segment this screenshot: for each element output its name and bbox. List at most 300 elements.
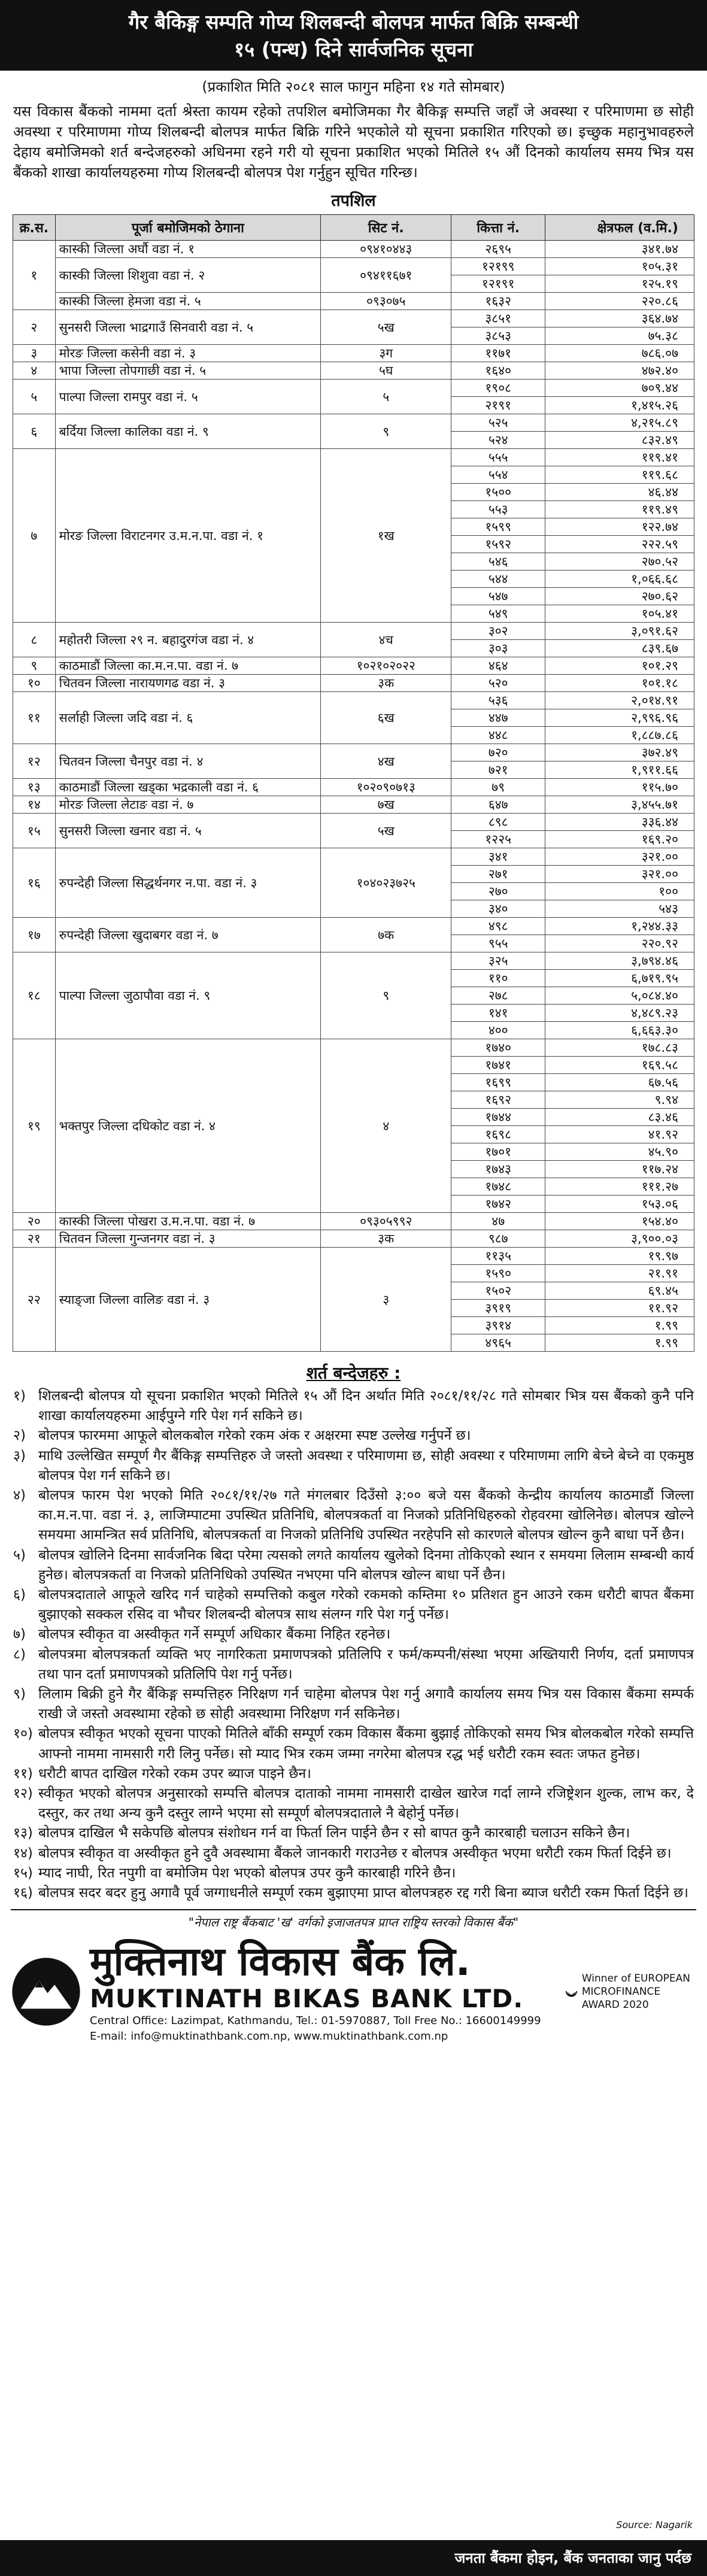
serial-cell: १७ — [13, 918, 56, 952]
table-row — [13, 380, 694, 397]
serial-cell: ६ — [13, 414, 56, 449]
table-row — [13, 1213, 694, 1230]
sheet-cell: १०४०२३७२५ — [321, 848, 451, 918]
area-cell: १,४१५.२६ — [545, 397, 694, 414]
area-cell: ३७२.४९ — [545, 744, 694, 761]
kitta-cell: ५४७ — [451, 588, 545, 605]
area-cell: १२५.१९ — [545, 275, 694, 293]
kitta-cell: १४१ — [451, 1005, 545, 1022]
bank-contact: E-mail: info@muktinathbank.com.np, www.muktinathbank.com.np — [90, 2030, 448, 2043]
area-cell: ४,२१५.८९ — [545, 414, 694, 432]
kitta-cell: २७१ — [451, 866, 545, 883]
bank-logo-icon — [11, 1956, 81, 2027]
conditions-list — [0, 1386, 707, 1903]
serial-cell: १९ — [13, 1039, 56, 1213]
header-address: पूर्जा बमोजिमको ठेगाना — [55, 215, 321, 241]
table-row — [13, 692, 694, 709]
kitta-cell: १७४८ — [451, 1178, 545, 1196]
serial-cell: २० — [13, 1213, 56, 1230]
condition-number: ५) — [13, 1547, 26, 1563]
area-cell: १५४.४० — [545, 1213, 694, 1230]
kitta-cell: ५२४ — [451, 432, 545, 449]
address-cell: कास्की जिल्ला पोखरा उ.म.न.पा. वडा नं. ७ — [55, 1213, 321, 1230]
area-cell: २,०१४.९१ — [545, 692, 694, 709]
condition-item — [13, 1486, 694, 1546]
area-cell: २७०.६२ — [545, 588, 694, 605]
sheet-cell: ६ख — [321, 692, 451, 744]
area-cell: ८३२.४९ — [545, 432, 694, 449]
area-cell: ८३.४६ — [545, 1109, 694, 1126]
kitta-cell: ३८५३ — [451, 327, 545, 345]
address-cell: भक्तपुर जिल्ला दधिकोट वडा नं. ४ — [55, 1039, 321, 1213]
publish-date: (प्रकाशित मिति २०८१ साल फागुन महिना १४ गते सोमबार) — [202, 78, 505, 95]
area-cell: १०१.१८ — [545, 675, 694, 692]
address-cell: कास्की जिल्ला हेमजा वडा नं. ५ — [55, 293, 321, 310]
sheet-cell: १०२०९०७१३ — [321, 779, 451, 796]
kitta-cell: ४९६५ — [451, 1334, 545, 1352]
bank-name-nepali: मुक्तिनाथ विकास बैंक लि. — [90, 1938, 471, 1985]
bank-tagline: "नेपाल राष्ट्र बैंकबाट 'ख' वर्गको इजाजतपत्र प्राप्त राष्ट्रिय स्तरको विकास बैंक" — [188, 1915, 519, 1930]
area-cell: २,९९६.९६ — [545, 709, 694, 727]
condition-text: शिलबन्दी बोलपत्र यो सूचना प्रकाशित भएको मितिले १५ औं दिन अर्थात मिति २०८१/११/२८ गते सोमबार भित्र यस बैंकको कुनै पनि शाखा कार्यालयहरुमा आईपुग्ने गरि पेश गर्न सकिने छ। — [38, 1388, 694, 1424]
award-icon — [565, 1972, 578, 2010]
kitta-cell: ६४७ — [451, 796, 545, 814]
kitta-cell: १५०२ — [451, 1282, 545, 1300]
kitta-cell: ३४० — [451, 900, 545, 918]
kitta-cell: २१९१ — [451, 397, 545, 414]
kitta-cell: ३२५ — [451, 952, 545, 970]
bank-footer — [0, 1932, 707, 2049]
condition-item — [13, 1645, 694, 1685]
kitta-cell: १६३२ — [451, 293, 545, 310]
address-cell: पाल्पा जिल्ला जुठापौवा वडा नं. ९ — [55, 952, 321, 1039]
notice-title: गैर बैकिङ्ग सम्पति गोप्य शिलबन्दी बोलपत्र मार्फत बिक्रि सम्बन्धी — [128, 10, 579, 34]
condition-item — [13, 1426, 694, 1446]
kitta-cell: १५९० — [451, 1265, 545, 1282]
kitta-cell: ११० — [451, 970, 545, 987]
serial-cell: १८ — [13, 952, 56, 1039]
area-cell: ४७२.४० — [545, 362, 694, 380]
area-cell: ७५.३८ — [545, 327, 694, 345]
header-area: क्षेत्रफल (व.मि.) — [545, 215, 694, 241]
kitta-cell: ५३६ — [451, 692, 545, 709]
kitta-cell: ५४४ — [451, 571, 545, 588]
kitta-cell: ११७१ — [451, 345, 545, 362]
area-cell: १६९.५८ — [545, 1057, 694, 1074]
sheet-cell: ०९३०५९९२ — [321, 1213, 451, 1230]
area-cell: ३२१.०० — [545, 848, 694, 866]
condition-text: बोलपत्र स्वीकृत वा अस्वीकृत गर्ने सम्पूर्ण अधिकार बैंकमा निहित रहनेछ। — [38, 1627, 391, 1643]
intro-paragraph: यस विकास बैंकको नाममा दर्ता श्रेस्ता कायम रहेको तपशिल बमोजिमका गैर बैकिङ्ग सम्पत्ति जहाँ जे अवस्था र परिमाणमा छ सोही अवस्था र परिमाणमा गोप्य शिलबन्दी बोलपत्र मार्फत बिक्रि गरिने भएकोले यो सूचना प्रकाशित गरिएको छ। इच्छुक महानुभावहरुले देहाय बमोजिमको शर्त बन्देजहरुको अधिनमा रहने गरी यो सूचना प्रकाशित भएको मितिले १५ औं दिनको कार्यालय समय भित्र यस बैंकको शाखा कार्यालयहरुमा गोप्य शिलबन्दी बोलपत्र पेश गर्नुहुन सूचित गरिन्छ। — [13, 103, 694, 181]
condition-item — [13, 1844, 694, 1864]
area-cell: १,९११.६६ — [545, 761, 694, 779]
sheet-cell: ५ — [321, 380, 451, 414]
area-cell: २२०.८६ — [545, 293, 694, 310]
condition-number: ४) — [13, 1488, 26, 1504]
kitta-cell: ८९८ — [451, 814, 545, 831]
condition-text: बोलपत्र फारममा आफूले बोलकबोल गरेको रकम अंक र अक्षरमा स्पष्ट उल्लेख गर्नुपर्ने छ। — [38, 1428, 471, 1444]
kitta-cell: १७४२ — [451, 1196, 545, 1213]
header-kitta: कित्ता नं. — [451, 215, 545, 241]
condition-item — [13, 1764, 694, 1784]
address-cell: काठमाडौं जिल्ला खड्का भद्रकाली वडा नं. ६ — [55, 779, 321, 796]
condition-number: ३) — [13, 1448, 26, 1464]
condition-number: १३) — [13, 1825, 33, 1841]
kitta-cell: ३०२ — [451, 623, 545, 640]
kitta-cell: ५५३ — [451, 501, 545, 518]
sheet-cell: ७ख — [321, 796, 451, 814]
area-cell: ३,९००.०३ — [545, 1230, 694, 1248]
kitta-cell: १७४० — [451, 1039, 545, 1057]
condition-item — [13, 1784, 694, 1823]
table-row — [13, 1039, 694, 1057]
area-cell: १.९९ — [545, 1334, 694, 1352]
serial-cell: २ — [13, 310, 56, 345]
condition-text: बोलपत्रदाताले आफूले खरिद गर्न चाहेको सम्पत्तिको कबुल गरेको रकमको कम्तिमा १० प्रतिशत हुन आउने रकम धरौटी बापत बैंकमा बुझाएको सक्कल रसिद वा भौचर शिलबन्दी बोलपत्र साथ संलग्न गरि पेश गर्नु पर्नेछ। — [38, 1587, 694, 1623]
address-cell: महोतरी जिल्ला २९ न. बहादुरगंज वडा नं. ४ — [55, 623, 321, 657]
area-cell: ११.९२ — [545, 1300, 694, 1317]
area-cell: ४६.४४ — [545, 484, 694, 501]
condition-text: बोलपत्र स्वीकृत वा अस्वीकृत हुने दुवै अवस्थामा बैंकले जानकारी गराउनेछ र बोलपत्र अस्वीकृत भएमा धरौटी रकम फिर्ता दिईने छ। — [38, 1845, 672, 1861]
area-cell: ५४३ — [545, 900, 694, 918]
kitta-cell: १७४३ — [451, 1161, 545, 1178]
kitta-cell: २७० — [451, 883, 545, 900]
kitta-cell: १७४४ — [451, 1109, 545, 1126]
area-cell: ११९.४१ — [545, 449, 694, 466]
bank-office: Central Office: Lazimpat, Kathmandu, Tel.: 01-5970887, Toll Free No.: 16600149999 — [90, 2014, 541, 2028]
table-row — [13, 814, 694, 831]
kitta-cell: ३९१४ — [451, 1317, 545, 1334]
address-cell: सुनसरी जिल्ला खनार वडा नं. ५ — [55, 814, 321, 848]
condition-number: १) — [13, 1388, 26, 1404]
kitta-cell: १२२५ — [451, 831, 545, 848]
condition-number: ९) — [13, 1686, 26, 1703]
kitta-cell: १२१९१ — [451, 275, 545, 293]
condition-item — [13, 1724, 694, 1764]
conditions-title: शर्त बन्देजहरु : — [306, 1363, 401, 1383]
sheet-cell: ५ख — [321, 310, 451, 345]
condition-text: धरौटी बापत दाखिल गरेको रकम उपर ब्याज पाइने छैन। — [38, 1765, 311, 1782]
area-cell: १,०६६.६८ — [545, 571, 694, 588]
bank-name-english: MUKTINATH BIKAS BANK LTD. — [90, 1984, 524, 2014]
sheet-cell: ९ — [321, 952, 451, 1039]
condition-item — [13, 1546, 694, 1585]
condition-item — [13, 1585, 694, 1625]
condition-text: स्वीकृत भएको बोलपत्र अनुसारको सम्पत्ति बोलपत्र दाताको नाममा नामसारी दाखेल खारेज गर्दा लाग्ने रजिष्ट्रेशन शुल्क, लाभ कर, दे दस्तुर, कर तथा अन्य कुनै दस्तुर लाग्ने भएमा सो सम्पूर्ण बोलपत्रदाताले नै बेहोर्नु पर्नेछ। — [38, 1786, 694, 1822]
area-cell: ३,७९४.४६ — [545, 952, 694, 970]
area-cell: १०१.२९ — [545, 657, 694, 675]
serial-cell: ५ — [13, 380, 56, 414]
condition-number: १४) — [13, 1845, 33, 1861]
sheet-cell: ५घ — [321, 362, 451, 380]
area-cell: ६७.५६ — [545, 1074, 694, 1091]
header-sheet: सिट नं. — [321, 215, 451, 241]
kitta-cell: ४६४ — [451, 657, 545, 675]
area-cell: ११९.४९ — [545, 501, 694, 518]
kitta-cell: १६९२ — [451, 1091, 545, 1109]
serial-cell: ११ — [13, 692, 56, 744]
area-cell: २२२.५९ — [545, 536, 694, 553]
sheet-cell: ०९३०७५ — [321, 293, 451, 310]
kitta-cell: २७८ — [451, 987, 545, 1005]
condition-text: माथि उल्लेखित सम्पूर्ण गैर बैंकिङ्ग सम्पत्तिहरु जे जस्तो अवस्था र परिमाणमा छ, सोही अवस्था र परिमाणमा लागि बेच्ने बेच्ने वा एकमुष्ठ बोलपत्र पेश गर्न सकिने छ। — [38, 1448, 694, 1483]
slogan-bar — [0, 2540, 707, 2576]
kitta-cell: ७२० — [451, 744, 545, 761]
kitta-cell: १५०० — [451, 484, 545, 501]
area-cell: १७८.८३ — [545, 1039, 694, 1057]
condition-number: १६) — [13, 1885, 33, 1901]
condition-text: बोलपत्रमा बोलपत्रकर्ता व्यक्ति भए नागरिकता प्रमाणपत्रको प्रतिलिपि र फर्म/कम्पनी/संस्था भएमा अख्तियारी निर्णय, दर्ता प्रमाणपत्र तथा पान दर्ता प्रमाणपत्रको प्रतिलिपि पेश गर्नु पर्नेछ। — [38, 1646, 694, 1682]
condition-number: ८) — [13, 1646, 26, 1662]
serial-cell: २१ — [13, 1230, 56, 1248]
area-cell: ६,६६३.३० — [545, 1022, 694, 1039]
condition-item — [13, 1625, 694, 1644]
area-cell: १५३.०६ — [545, 1196, 694, 1213]
table-row — [13, 1248, 694, 1265]
condition-number: ६) — [13, 1587, 26, 1603]
serial-cell: ८ — [13, 623, 56, 657]
sheet-cell: ३क — [321, 675, 451, 692]
area-cell: ६९.४५ — [545, 1282, 694, 1300]
address-cell: मोरङ जिल्ला विराटनगर उ.म.न.पा. वडा नं. १ — [55, 449, 321, 623]
condition-number: ७) — [13, 1627, 26, 1643]
table-row — [13, 345, 694, 362]
condition-number: १५) — [13, 1865, 33, 1881]
condition-number: २) — [13, 1428, 26, 1444]
kitta-cell: १५९२ — [451, 536, 545, 553]
table-row — [13, 675, 694, 692]
address-cell: भापा जिल्ला तोपगाछी वडा नं. ५ — [55, 362, 321, 380]
kitta-cell: ४४७ — [451, 709, 545, 727]
sheet-cell: ०९४११६७१ — [321, 258, 451, 293]
address-cell: चितवन जिल्ला गुन्जनगर वडा नं. ३ — [55, 1230, 321, 1248]
kitta-cell: ७९ — [451, 779, 545, 796]
condition-item — [13, 1386, 694, 1426]
area-cell: १०५.४१ — [545, 605, 694, 623]
table-caption: तपशिल — [331, 192, 376, 210]
kitta-cell: १६४० — [451, 362, 545, 380]
table-row — [13, 362, 694, 380]
area-cell: ३६४.७४ — [545, 310, 694, 327]
kitta-cell: ७२१ — [451, 761, 545, 779]
kitta-cell: ९५५ — [451, 935, 545, 952]
kitta-cell: ३४१ — [451, 848, 545, 866]
table-row — [13, 449, 694, 466]
condition-number: १२) — [13, 1786, 33, 1802]
area-cell: १,८८७.८६ — [545, 727, 694, 744]
table-row — [13, 918, 694, 935]
kitta-cell: ४७ — [451, 1213, 545, 1230]
kitta-cell: २६९५ — [451, 241, 545, 258]
area-cell: ४५.९० — [545, 1143, 694, 1161]
serial-cell: ३ — [13, 345, 56, 362]
condition-item — [13, 1446, 694, 1486]
kitta-cell: ४९८ — [451, 918, 545, 935]
area-cell: ५,०८४.४० — [545, 987, 694, 1005]
address-cell: रुपन्देही जिल्ला सिद्धर्थनगर न.पा. वडा नं. ३ — [55, 848, 321, 918]
area-cell: १०० — [545, 883, 694, 900]
area-cell: १६९.२० — [545, 831, 694, 848]
kitta-cell: ५४६ — [451, 553, 545, 571]
notice-subtitle: १५ (पन्ध) दिने सार्वजनिक सूचना — [233, 38, 474, 61]
serial-cell: १५ — [13, 814, 56, 848]
condition-text: बोलपत्र दाखिल भै सकेपछि बोलपत्र संशोधन गर्न वा फिर्ता लिन पाईने छैन र सो बापत कुनै कारबाही चलाउन सकिने छैन। — [38, 1825, 630, 1841]
table-row — [13, 848, 694, 866]
serial-cell: १ — [13, 241, 56, 310]
area-cell: ९.९४ — [545, 1091, 694, 1109]
property-table — [13, 214, 694, 1352]
kitta-cell: ५५४ — [451, 466, 545, 484]
area-cell: ३३६.४४ — [545, 814, 694, 831]
table-header-row — [13, 215, 694, 241]
condition-text: बोलपत्र सदर बदर हुनु अगावै पूर्व जग्गाधनीले सम्पूर्ण रकम बुझाएमा प्राप्त बोलपत्रहरु रद्द गरी बिना ब्याज धरौटी रकम फिर्ता दिईने छ। — [38, 1885, 688, 1901]
award-text: Winner of EUROPEAN MICROFINANCE AWARD 2020 — [581, 1973, 690, 2011]
kitta-cell: ५५५ — [451, 449, 545, 466]
kitta-cell: १९०८ — [451, 380, 545, 397]
condition-item — [13, 1864, 694, 1883]
area-cell: १९.९७ — [545, 1248, 694, 1265]
serial-cell: ४ — [13, 362, 56, 380]
divider — [11, 1909, 696, 1910]
serial-cell: १२ — [13, 744, 56, 779]
condition-number: ११) — [13, 1765, 33, 1782]
area-cell: ७८६.०७ — [545, 345, 694, 362]
address-cell: सुनसरी जिल्ला भाद्रगाउँ सिनवारी वडा नं. ५ — [55, 310, 321, 345]
address-cell: कास्की जिल्ला शिशुवा वडा नं. २ — [55, 258, 321, 293]
sheet-cell: १०२१०२०२२ — [321, 657, 451, 675]
sheet-cell: ३क — [321, 1230, 451, 1248]
bank-identity — [81, 1939, 565, 2044]
table-row — [13, 293, 694, 310]
address-cell: कास्की जिल्ला अर्घौ वडा नं. १ — [55, 241, 321, 258]
area-cell: ११५.७० — [545, 779, 694, 796]
serial-cell: १३ — [13, 779, 56, 796]
table-row — [13, 310, 694, 327]
address-cell: चितवन जिल्ला नारायणगढ वडा नं. ३ — [55, 675, 321, 692]
area-cell: ४१.९२ — [545, 1126, 694, 1143]
serial-cell: १० — [13, 675, 56, 692]
sheet-cell: ४ — [321, 1039, 451, 1213]
area-cell: २७०.५२ — [545, 553, 694, 571]
condition-item — [13, 1823, 694, 1843]
kitta-cell: १६९८ — [451, 1126, 545, 1143]
kitta-cell: ५२५ — [451, 414, 545, 432]
sheet-cell: ३ — [321, 1248, 451, 1352]
kitta-cell: ३९१९ — [451, 1300, 545, 1317]
condition-item — [13, 1883, 694, 1903]
sheet-cell: ७क — [321, 918, 451, 952]
sheet-cell: ५ख — [321, 814, 451, 848]
header-serial: क्र.स. — [13, 215, 56, 241]
address-cell: काठमाडौं जिल्ला का.म.न.पा. वडा नं. ७ — [55, 657, 321, 675]
address-cell: बर्दिया जिल्ला कालिका वडा नं. ९ — [55, 414, 321, 449]
area-cell: ३२१.०० — [545, 866, 694, 883]
area-cell: १,२४४.३३ — [545, 918, 694, 935]
address-cell: चितवन जिल्ला चैनपुर वडा नं. ४ — [55, 744, 321, 779]
area-cell: ६,७१९.९५ — [545, 970, 694, 987]
serial-cell: १६ — [13, 848, 56, 918]
serial-cell: ९ — [13, 657, 56, 675]
source-credit: Source: Nagarik — [616, 2519, 693, 2531]
area-cell: २१.९१ — [545, 1265, 694, 1282]
area-cell: ३,४५५.७१ — [545, 796, 694, 814]
area-cell: ३४१.७४ — [545, 241, 694, 258]
area-cell: ११९.६८ — [545, 466, 694, 484]
area-cell: ४,४८९.२३ — [545, 1005, 694, 1022]
area-cell: २२०.९२ — [545, 935, 694, 952]
table-row — [13, 952, 694, 970]
area-cell: १०५.३१ — [545, 258, 694, 275]
sheet-cell: १ख — [321, 449, 451, 623]
area-cell: ८३९.६७ — [545, 640, 694, 657]
table-row — [13, 414, 694, 432]
kitta-cell: १६९९ — [451, 1074, 545, 1091]
area-cell: १२२.७४ — [545, 518, 694, 536]
address-cell: पाल्पा जिल्ला रामपुर वडा नं. ५ — [55, 380, 321, 414]
kitta-cell: ४४८ — [451, 727, 545, 744]
kitta-cell: १७४१ — [451, 1057, 545, 1074]
table-row — [13, 258, 694, 275]
kitta-cell: १५९९ — [451, 518, 545, 536]
table-row — [13, 779, 694, 796]
area-cell: ३,०९१.६२ — [545, 623, 694, 640]
serial-cell: २२ — [13, 1248, 56, 1352]
address-cell: मोरङ जिल्ला कसेनी वडा नं. ३ — [55, 345, 321, 362]
kitta-cell: ३०३ — [451, 640, 545, 657]
sheet-cell: ०९४१०४४३ — [321, 241, 451, 258]
condition-number: १०) — [13, 1726, 33, 1742]
table-row — [13, 623, 694, 640]
area-cell: १.९९ — [545, 1317, 694, 1334]
address-cell: मोरङ जिल्ला लेटाङ वडा नं. ७ — [55, 796, 321, 814]
area-cell: १११.२७ — [545, 1178, 694, 1196]
kitta-cell: ५४९ — [451, 605, 545, 623]
kitta-cell: ११३५ — [451, 1248, 545, 1265]
kitta-cell: ९८७ — [451, 1230, 545, 1248]
table-row — [13, 1230, 694, 1248]
condition-item — [13, 1685, 694, 1724]
serial-cell: १४ — [13, 796, 56, 814]
condition-text: म्याद नाघी, रित नपुगी वा बमोजिम पेश भएको बोलपत्र उपर कुनै कारबाही गरिने छैन। — [38, 1865, 456, 1881]
condition-text: बोलपत्र फारम पेश भएको मिति २०८१/११/२७ गते मंगलबार दिउँसो ३:०० बजे यस बैंकको केन्द्रीय कार्यालय काठमाडौं जिल्ला का.म.न.पा. वडा नं. ३, लाजिम्पाटमा उपस्थित प्रतिनिधि, बोलपत्रकर्ता वा निजको प्रतिनिधिहरुको रोहवरमा खोलिनेछ। बोलपत्र खोल्ने समयमा आमन्त्रित सर्व प्रतिनिधि, बोलपत्रकर्ता वा निजको प्रतिनिधि उपस्थित नरहेपनि सो कारणले बोलपत्र खोल्न कुनै बाधा पर्ने छैन। — [38, 1488, 694, 1543]
kitta-cell: ५२० — [451, 675, 545, 692]
area-cell: ११७.२४ — [545, 1161, 694, 1178]
kitta-cell: १२१९९ — [451, 258, 545, 275]
sheet-cell: ९ — [321, 414, 451, 449]
kitta-cell: १७०१ — [451, 1143, 545, 1161]
serial-cell: ७ — [13, 449, 56, 623]
sheet-cell: ४ख — [321, 744, 451, 779]
table-row — [13, 241, 694, 258]
condition-text: बोलपत्र स्वीकृत भएको सूचना पाएको मितिले बाँकी सम्पूर्ण रकम विकास बैंकमा बुझाई तोकिएको समय भित्र बोलकबोल गरेको सम्पत्ति आफ्नो नाममा नामसारी गरी लिनु पर्नेछ। सो म्याद भित्र रकम जम्मा नगरेमा बोलपत्र रद्ध भई धरौटी रकम स्वतः जफत हुनेछ। — [38, 1726, 694, 1762]
condition-text: लिलाम बिक्री हुने गैर बैंकिङ्ग सम्पत्तिहरु निरिक्षण गर्न चाहेमा बोलपत्र पेश गर्नु अगावै कार्यालय समय भित्र यस विकास बैंकमा सम्पर्क राखी जे जस्तो अवस्थामा रहेको छ सोही अवस्थामा निरिक्षण गर्न सकिनेछ। — [38, 1686, 694, 1722]
award-block — [565, 1972, 696, 2011]
kitta-cell: ४०० — [451, 1022, 545, 1039]
address-cell: स्याङ्जा जिल्ला वालिङ वडा नं. ३ — [55, 1248, 321, 1352]
area-cell: ७०९.४४ — [545, 380, 694, 397]
table-row — [13, 796, 694, 814]
address-cell: सर्लाही जिल्ला जदि वडा नं. ६ — [55, 692, 321, 744]
notice-banner — [0, 0, 707, 71]
sheet-cell: ३ग — [321, 345, 451, 362]
table-body — [13, 241, 694, 1352]
table-row — [13, 657, 694, 675]
table-row — [13, 744, 694, 761]
sheet-cell: ४च — [321, 623, 451, 657]
slogan-text: जनता बैंकमा होइन, बैंक जनताका जानु पर्दछ — [454, 2550, 691, 2566]
condition-text: बोलपत्र खोलिने दिनमा सार्वजनिक बिदा परेमा त्यसको लगते कार्यालय खुलेको दिनमा तोकिएको स्थान र समयमा लिलाम सम्बन्धी कार्य हुनेछ। बोलपत्रकर्ता वा निजको प्रतिनिधिको उपस्थित नभएमा पनि बोलपत्र खोल्न बाधा पर्ने छैन। — [38, 1547, 694, 1583]
kitta-cell: ३८५१ — [451, 310, 545, 327]
